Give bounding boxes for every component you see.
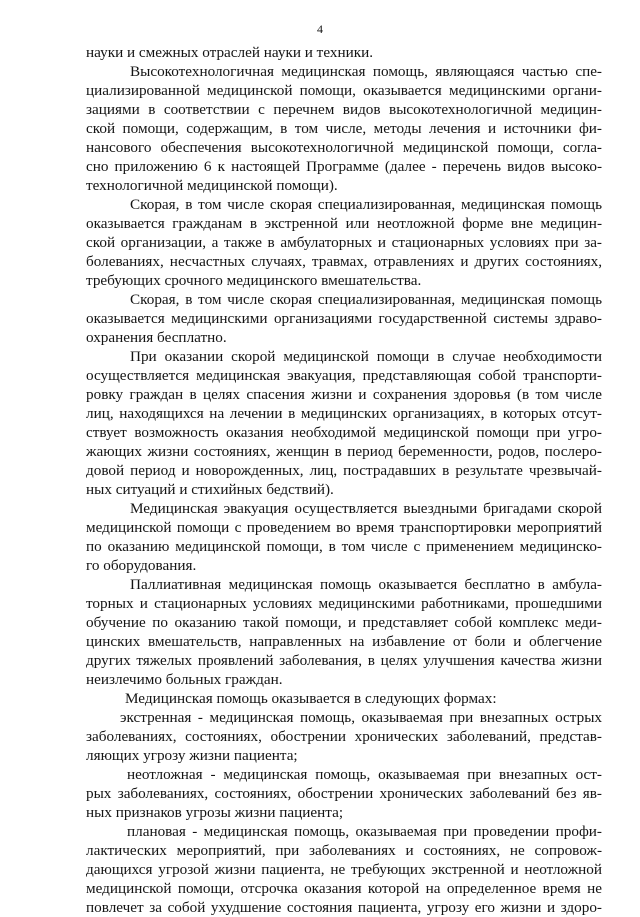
text-line: технологичной медицинской помощи). [86, 177, 338, 194]
text-line: болеваниях, несчастных случаях, травмах, отравлениях и других состояниях, [86, 253, 602, 270]
text-line: лиц, находящихся на лечении в медицинских организациях, в которых отсут- [86, 405, 602, 422]
text-line: ской организации, а также в амбулаторных и стационарных условиях при за- [86, 234, 602, 251]
text-line: зациями в соответствии с перечнем видов высокотехнологичной медицин- [86, 101, 602, 118]
text-line: торных и стационарных условиях медицинскими работниками, прошедшими [86, 595, 602, 612]
text-line: довой период и новорожденных, лиц, пострадавших в результате чрезвычай- [86, 462, 602, 479]
text-line: цинских вмешательств, направленных на избавление от боли и облегчение [86, 633, 602, 650]
text-line: требующих срочного медицинского вмешательства. [86, 272, 422, 289]
text-line: экстренная - медицинская помощь, оказываемая при внезапных острых [120, 709, 602, 726]
text-line: Медицинская помощь оказывается в следующих формах: [125, 690, 497, 707]
text-line: оказывается медицинскими организациями государственной системы здраво- [86, 310, 602, 327]
text-line: ных признаков угрозы жизни пациента; [86, 804, 344, 821]
text-line: Высокотехнологичная медицинская помощь, являющаяся частью спе- [130, 63, 602, 80]
text-line: ской помощи, содержащим, в том числе, методы лечения и источники фи- [86, 120, 602, 137]
text-line: жающих жизни состояниях, женщин в период беременности, родов, послеро- [86, 443, 602, 460]
text-line: Скорая, в том числе скорая специализированная, медицинская помощь [130, 291, 602, 308]
text-line: заболеваниях, состояниях, обострении хронических заболеваний, представ- [86, 728, 602, 745]
text-line: циализированной медицинской помощи, оказывается медицинскими органи- [86, 82, 602, 99]
page-number: 4 [317, 22, 323, 36]
text-line: сно приложению 6 к настоящей Программе (далее - перечень видов высоко- [86, 158, 602, 175]
text-line: медицинской помощи, отсрочка оказания которой на определенное время не [86, 880, 602, 897]
text-line: медицинской помощи с проведением во время транспортировки мероприятий [86, 519, 602, 536]
text-line: рых заболеваниях, состояниях, обострении хронических заболеваний без яв- [86, 785, 602, 802]
text-line: ровку граждан в целях спасения жизни и сохранения здоровья (в том числе [86, 386, 602, 403]
text-line: лактических мероприятий, при заболеваниях и состояниях, не сопровож- [86, 842, 602, 859]
text-line: Паллиативная медицинская помощь оказывается бесплатно в амбула- [130, 576, 602, 593]
text-line: Медицинская эвакуация осуществляется выездными бригадами скорой [130, 500, 602, 517]
text-line: других тяжелых проявлений заболевания, в целях улучшения качества жизни [86, 652, 602, 669]
body-text [86, 43, 602, 917]
text-line: неотложная - медицинская помощь, оказываемая при внезапных ост- [127, 766, 602, 783]
text-line: повлечет за собой ухудшение состояния пациента, угрозу его жизни и здоро- [86, 899, 602, 916]
text-line: дающихся угрозой жизни пациента, не требующих экстренной и неотложной [86, 861, 602, 878]
text-line: ствует возможность оказания необходимой медицинской помощи при угро- [86, 424, 602, 441]
text-line: по оказанию медицинской помощи, в том числе с применением медицинско- [86, 538, 602, 555]
text-line: го оборудования. [86, 557, 197, 574]
text-line: нансового обеспечения высокотехнологичной медицинской помощи, согла- [86, 139, 602, 156]
text-line: охранения бесплатно. [86, 329, 227, 346]
text-line: науки и смежных отраслей науки и техники. [86, 44, 374, 61]
text-line: Скорая, в том числе скорая специализированная, медицинская помощь [130, 196, 602, 213]
text-line: ляющих угрозу жизни пациента; [86, 747, 298, 764]
text-line: ных ситуаций и стихийных бедствий). [86, 481, 334, 498]
text-line: обучение по оказанию такой помощи, и представляет собой комплекс меди- [86, 614, 602, 631]
text-line: плановая - медицинская помощь, оказываемая при проведении профи- [127, 823, 602, 840]
text-line: оказывается гражданам в экстренной или неотложной форме вне медицин- [86, 215, 602, 232]
text-line: неизлечимо больных граждан. [86, 671, 283, 688]
text-line: осуществляется медицинская эвакуация, представляющая собой транспорти- [86, 367, 602, 384]
text-line: При оказании скорой медицинской помощи в случае необходимости [130, 348, 602, 365]
